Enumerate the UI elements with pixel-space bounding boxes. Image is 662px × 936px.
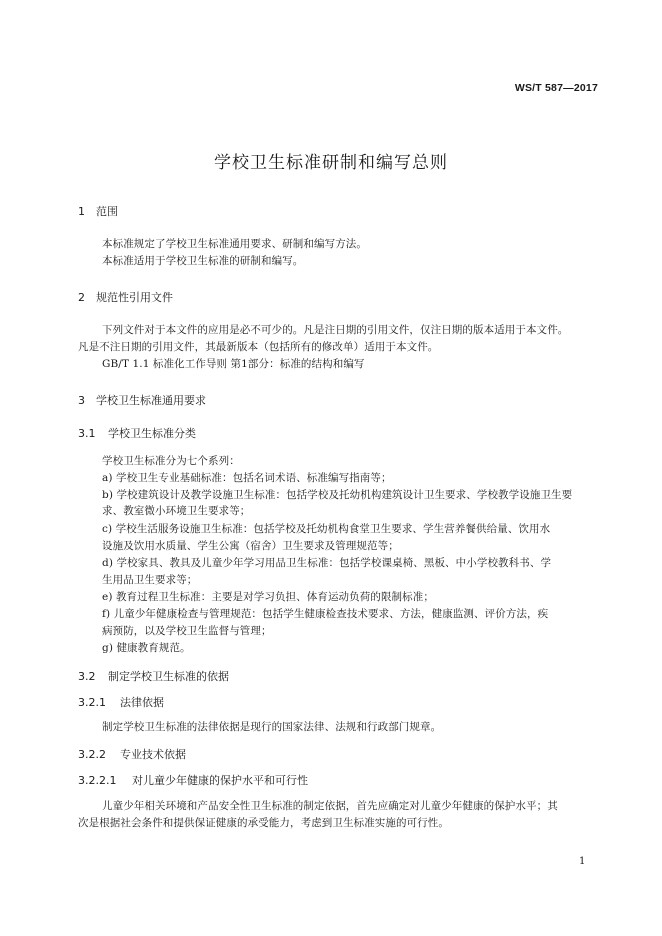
section-heading-3-2-1 [78,694,164,710]
section-heading-3-1 [78,425,196,441]
paragraph-continuation: 次是根据社会条件和提供保证健康的承受能力，考虑到卫生标准实施的可行性。 [78,817,449,829]
document-title: 学校卫生标准研制和编写总则 [214,153,448,173]
section-heading-2 [78,289,173,305]
list-item: f) 儿童少年健康检查与管理规范：包括学生健康检查技术要求、方法，健康监测、评价方法，疾 [102,608,549,620]
list-item: c) 学校生活服务设施卫生标准：包括学校及托幼机构食堂卫生要求、学生营养餐供给量、饮用水 [102,523,551,535]
paragraph: 儿童少年相关环境和产品安全性卫生标准的制定依据，首先应确定对儿童少年健康的保护水平；其 [102,800,558,812]
list-item: d) 学校家具、教具及儿童少年学习用品卫生标准：包括学校课桌椅、黑板、中小学校教科书、学 [102,557,552,569]
paragraph: 凡是不注日期的引用文件，其最新版本（包括所有的修改单）适用于本文件。 [78,341,439,353]
section-number: 3.2.2.1 [78,774,117,787]
section-number: 3.2.2 [78,748,106,761]
paragraph: 本标准规定了学校卫生标准通用要求、研制和编写方法。 [102,238,367,250]
paragraph: 本标准适用于学校卫生标准的研制和编写。 [102,255,304,267]
list-item-continuation: 生用品卫生要求等； [102,574,198,586]
section-heading-3 [78,392,206,408]
section-title: 专业技术依据 [120,748,186,761]
section-title: 对儿童少年健康的保护水平和可行性 [132,774,308,787]
list-item-continuation: 求、教室微小环境卫生要求等； [102,505,251,517]
list-item: b) 学校建筑设计及教学设施卫生标准：包括学校及托幼机构建筑设计卫生要求、学校教学设施卫生要 [102,489,573,501]
list-item: a) 学校卫生专业基础标准：包括名词术语、标准编写指南等； [102,472,392,484]
page-number: 1 [579,856,586,867]
section-heading-3-2-2 [78,746,186,762]
section-number: 3.2 [78,670,96,683]
standard-code: WS/T 587—2017 [514,82,598,94]
section-heading-3-2-2-1 [78,772,308,788]
section-number: 3.2.1 [78,696,106,709]
section-title: 范围 [96,205,118,218]
section-title: 学校卫生标准分类 [108,427,196,440]
section-heading-1 [78,203,118,219]
list-item: e) 教育过程卫生标准：主要是对学习负担、体育运动负荷的限制标准； [102,591,434,603]
section-number: 3 [78,394,85,407]
section-title: 法律依据 [120,696,164,709]
reference-item: GB/T 1.1 标准化工作导则 第1部分：标准的结构和编写 [102,358,365,370]
paragraph: 下列文件对于本文件的应用是必不可少的。凡是注日期的引用文件，仅注日期的版本适用于本文件。 [102,324,569,336]
section-heading-3-2 [78,668,229,684]
list-item-continuation: 病预防，以及学校卫生监督与管理； [102,625,272,637]
section-number: 3.1 [78,427,96,440]
section-title: 规范性引用文件 [96,291,173,304]
section-title: 学校卫生标准通用要求 [96,394,206,407]
list-item: g) 健康教育规范。 [102,642,191,654]
list-item-continuation: 设施及饮用水质量、学生公寓（宿舍）卫生要求及管理规范等； [102,540,399,552]
paragraph: 制定学校卫生标准的法律依据是现行的国家法律、法规和行政部门规章。 [102,721,442,733]
paragraph: 学校卫生标准分为七个系列： [102,455,240,467]
section-number: 2 [78,291,85,304]
section-number: 1 [78,205,85,218]
section-title: 制定学校卫生标准的依据 [108,670,229,683]
